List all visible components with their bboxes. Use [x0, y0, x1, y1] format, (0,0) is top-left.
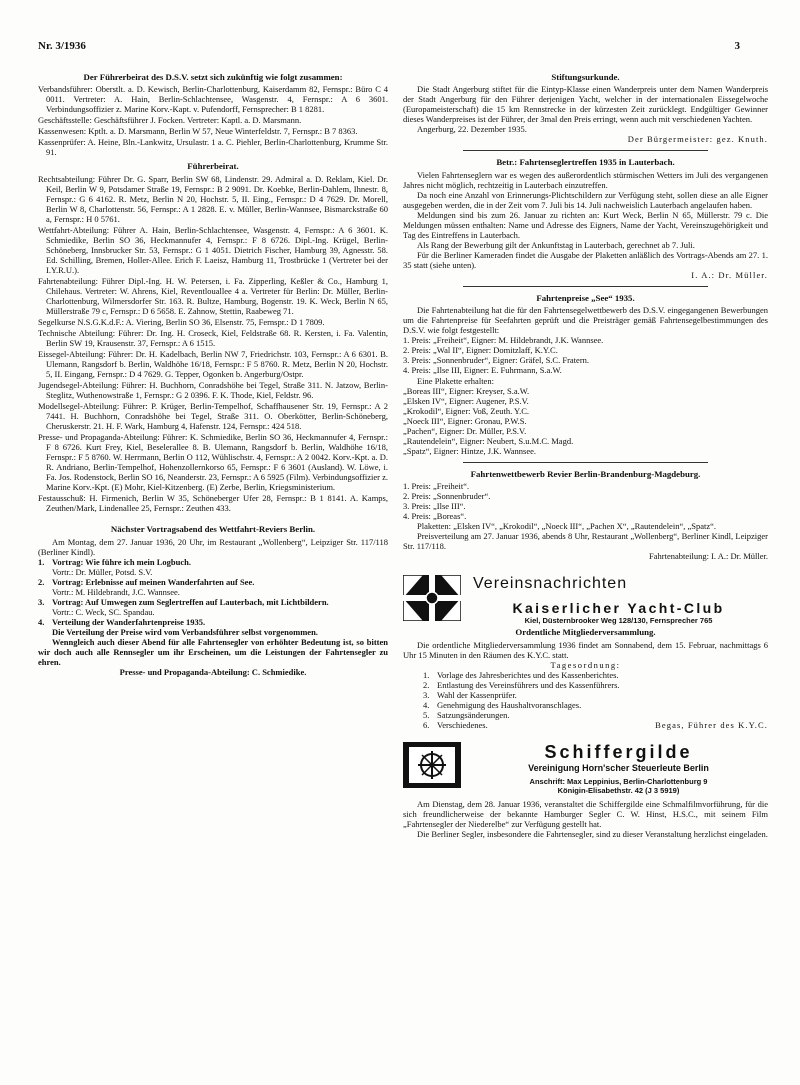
plakette-row: „Spatz“, Eigner: Hintze, J.K. Wannsee.	[403, 445, 536, 456]
prize-row: 2. Preis: „Sonnenbruder“.	[403, 491, 491, 502]
agenda-item: 2. Entlastung des Vereinsführers und des Kassenführers.	[423, 679, 620, 690]
schiffergilde-flag-icon	[403, 742, 461, 788]
divider	[463, 150, 708, 151]
vortrag-title: Nächster Vortragsabend des Wettfahrt-Reviers Berlin.	[110, 524, 316, 535]
page-number: 3	[734, 40, 740, 52]
kyc-text: Die ordentliche Mitgliederversammlung 1936 findet am Sonnabend, dem 15. Februar, nachmittags 6 Uhr 15 Minuten in den Räumen des K.Y.C. statt.	[403, 639, 768, 660]
entry-modellsegel: Modellsegel-Abteilung: Führer: P. Krüger, Berlin-Tempelhof, Schaffhausener Str. 19, Fernspr.: A 2 7441. H. Buchhorn, Conradshöhe bei Tegel, Straße 311. O. Oberkötter, Berlin-Schöneberg, Cheruskerstr. 21. H. F. Wark, Hamburg 4, Hafenstr. 124, Fernspr.: 424 518.	[38, 401, 388, 432]
vortrag-list	[38, 557, 388, 627]
agenda-item: 5. Satzungsänderungen.	[423, 709, 510, 720]
vortrag-speaker: Vortr.: Dr. Müller, Potsd. S.V.	[52, 566, 153, 577]
agenda-item: 6. Verschiedenes.	[423, 719, 488, 730]
vortrag-note: Die Verteilung der Preise wird vom Verbandsführer selbst vorgenommen.	[52, 626, 318, 637]
fuehrerbeirat-intro-title: Der Führerbeirat des D.S.V. setzt sich zukünftig wie folgt zusammen:	[83, 72, 343, 82]
divider	[463, 462, 708, 463]
schiffergilde-header	[403, 742, 768, 796]
kyc-flag-icon	[403, 575, 461, 621]
fahrtenpreise-list	[403, 335, 768, 375]
plakette-row: „Noeck III“, Eigner: Gronau, P.W.S.	[403, 415, 527, 426]
prize-row: 1. Preis: „Freiheit“, Eigner: M. Hildebrandt, J.K. Wannsee.	[403, 335, 604, 346]
treffen-para: Meldungen sind bis zum 26. Januar zu richten an: Kurt Weck, Berlin N 65, Müllerstr. 79 c. Die Meldungen müssen enthalten: Name und Adresse des Eigners, Name der Yacht, Vereinszugehörigkeit und Tag des Eintreffens in Lauterbach.	[403, 209, 768, 240]
entry-festausschuss: Festausschuß: H. Firmenich, Berlin W 35, Schöneberger Ufer 28, Fernspr.: B 1 8141. A. Kamps, Zeuthen/Mark, Lindenallee 25, Fernspr.: Zeuthen 433.	[38, 493, 388, 514]
prize-row: 2. Preis: „Wal II“, Eigner: Domitzlaff, K.Y.C.	[403, 345, 558, 356]
entry-geschaeftsstelle: Geschäftsstelle: Geschäftsführer J. Focken. Vertreter: Kaptl. a. D. Marsmann.	[38, 115, 302, 126]
treffen-title: Betr.: Fahrtenseglertreffen 1935 in Lauterbach.	[496, 157, 675, 168]
vortrag-item: 4. Verteilung der Wanderfahrtenpreise 1935.	[38, 616, 206, 627]
kyc-header	[403, 575, 768, 625]
vereinsnachrichten-title: Vereinsnachrichten	[473, 575, 628, 593]
schiffergilde-name: Schiffergilde	[544, 741, 693, 762]
stiftung-text: Die Stadt Angerburg stiftet für die Eintyp-Klasse einen Wanderpreis unter dem Namen Wanderpreis der Stadt Angerburg für den Führer derjenigen Yacht, welcher in der internationalen Eissegelwoche (Europameisterschaft) die 15 km Rennstrecke in der kürzesten Zeit zurücklegt. Endgültiger Gewinner dieses Wanderpreises ist der Führer, der 3mal den Preis erringt, wenn auch mit verschiedenen Yachten.	[403, 84, 768, 125]
treffen-para: Als Rang der Bewerbung gilt der Ankunftstag in Lauterbach, gerechnet ab 7. Juli.	[417, 239, 695, 250]
stiftung-signature: Der Bürgermeister: gez. Knuth.	[627, 134, 768, 145]
vortrag-intro: Am Montag, dem 27. Januar 1936, 20 Uhr, im Restaurant „Wollenberg“, Leipziger Str. 117/118 (Berliner Kindl).	[38, 536, 388, 557]
fahrtenpreise-text: Die Fahrtenabteilung hat die für den Fahrtensegelwettbewerb des D.S.V. eingegangenen Bewerbungen um die Fahrtenpreise für Seefahrten geprüft und die Preisträger gemäß Fahrtensegelbestimmungen des D.S.V. wie folgt festgestellt:	[403, 305, 768, 336]
kyc-signature: Begas, Führer des K.Y.C.	[655, 719, 768, 730]
divider	[463, 286, 708, 287]
wettbewerb-verteilung: Preisverteilung am 27. Januar 1936, abends 8 Uhr, Restaurant „Wollenberg“, Berliner Kindl, Leipziger Str. 117/118.	[403, 531, 768, 552]
wettbewerb-list	[403, 481, 768, 521]
page-header	[38, 40, 740, 54]
vortrag-item: 2. Vortrag: Erlebnisse auf meinen Wanderfahrten auf See.	[38, 576, 255, 587]
stiftung-title: Stiftungsurkunde.	[551, 72, 620, 82]
prize-row: 3. Preis: „Sonnenbruder“, Eigner: Gräfel, S.C. Fratern.	[403, 355, 590, 366]
entry-rechtsabteilung: Rechtsabteilung: Führer Dr. G. Sparr, Berlin SW 68, Lindenstr. 29. Admiral a. D. Reklam, Kiel. Dr. Keil, Berlin W 9, Potsdamer Straße 19, Fernspr.: B 2 9091. Dr. Koebke, Berlin-Dahlem, Ihnestr. 8, Fernspr.: G 6 4162. R. Metz, Berlin N 20, Hochstr. 5, II. Eing., Fernspr.: D 4 7629. Dr. Morell, Berlin W 8, Charlottenstr. 56, Fernspr.: A 1 2828. E. v. Müller, Berlin-Wannsee, Bismarckstraße 60 a, Fernspr.: H 0 5761.	[38, 173, 388, 224]
wettbewerb-plaketten: Plaketten: „Elsken IV“, „Krokodil“, „Noeck III“, „Pachen X“, „Rautendelein“, „Spatz“.	[417, 521, 717, 532]
left-column	[38, 70, 388, 677]
plakette-row: „Boreas III“, Eigner: Kreyser, S.a.W.	[403, 385, 530, 396]
kyc-address: Kiel, Düsternbrooker Weg 128/130, Fernsprecher 765	[524, 615, 713, 625]
agenda-item: 4. Genehmigung des Haushaltvoranschlages.	[423, 699, 582, 710]
prize-row: 4. Preis: „Boreas“.	[403, 511, 467, 522]
plakette-row: „Krokodil“, Eigner: Voß, Zeuth. Y.C.	[403, 405, 529, 416]
agenda-item: 1. Vorlage des Jahresberichtes und des Kassenberichtes.	[423, 669, 619, 680]
entry-verbandsfuehrer: Verbandsführer: Oberstlt. a. D. Kewisch, Berlin-Charlottenburg, Kaiserdamm 82, Fernspr.: Büro C 4 0011. Vertreter: A. Hain, Berlin-Schlachtensee, Wasgenstr. 4, Fernspr.: A 6 3601. Verbindungsoffizier z. Marine Korv.-Kapt. v. Pufendorff, Fernsprecher: B 1 8281.	[38, 84, 388, 115]
plaketten-intro: Eine Plakette erhalten:	[417, 375, 494, 386]
stiftung-date: Angerburg, 22. Dezember 1935.	[417, 124, 527, 135]
vortrag-text: Wenngleich auch dieser Abend für alle Fahrtensegler von erhöhter Bedeutung ist, so bitten wir doch auch alle Rennsegler um ihr Erscheinen, um die Leistungen der Fahrtensegler zu ehren.	[38, 636, 388, 667]
wettbewerb-signature: Fahrtenabteilung: I. A.: Dr. Müller.	[649, 551, 768, 562]
entry-kassenpruefer: Kassenprüfer: A. Heine, Bln.-Lankwitz, Ursulastr. 1 a. C. Piehler, Berlin-Charlottenburg, Krumme Str. 91.	[38, 137, 388, 158]
kyc-agenda-title: Tagesordnung:	[550, 659, 621, 670]
entry-eissegel: Eissegel-Abteilung: Führer: Dr. H. Kadelbach, Berlin NW 7, Friedrichstr. 103, Fernspr.: A 6 6301. B. Ulemann, Rangsdorf b. Berlin, Waldhöhe 16/18, Fernspr.: F 5 8760. R. Metz, Berlin N 20, Hochstr. 5, II. Eingang, Fernspr.: D 4 7629. G. Tepper, Ogonken b. Angerburg/Ostpr.	[38, 349, 388, 380]
entry-fahrtenabteilung: Fahrtenabteilung: Führer Dipl.-Ing. H. W. Petersen, i. Fa. Zipperling, Keßler & Co., Hamburg 1, Chilehaus. Vertreter: W. Ahrens, Kiel, Reventlouallee 4 a. Vertreter für Berlin: Dr. Müller, Berlin-Charlottenburg, Wilmersdorfer Str. 163. R. Bultze, Hamburg, Bogenstr. 19. K. Weck, Berlin N 65, Müllerstraße 79 c, Fernspr.: D 6 5658. E. Zahnow, Stettin, Raabeweg 71.	[38, 276, 388, 317]
treffen-para: Vielen Fahrtenseglern war es wegen des außerordentlich stürmischen Wetters im Juli des vergangenen Jahres nicht möglich, rechtzeitig in Lauterbach einzutreffen.	[403, 169, 768, 190]
issue-number: Nr. 3/1936	[38, 40, 86, 52]
prize-row: 4. Preis: „Ilse III, Eigner: E. Fuhrmann, S.a.W.	[403, 365, 562, 376]
kyc-name: Kaiserlicher Yacht-Club	[512, 600, 725, 616]
schiffergilde-para: Am Dienstag, dem 28. Januar 1936, veranstaltet die Schiffergilde eine Schmalfilmvorführung, für die sich freundlicherweise der bekannte Hamburger Segler C. W. Hinst, H.S.C., mit seinem Film „Fahrtensegler der Niederelbe“ zur Verfügung gestellt hat.	[403, 799, 768, 830]
intro-entries	[38, 84, 388, 157]
entry-presse: Presse- und Propaganda-Abteilung: Führer: K. Schmiedike, Berlin SO 36, Heckmannufer 4, Fernspr.: F 8 6726. Kurt Frey, Kiel, Beselerallee 8. B. Ulemann, Rangsdorf b. Berlin, Waldhöhe 16/18, Fernspr.: F 5 8760. W. Herrmann, Berlin O 112, Wühlischstr. 4, Fernspr.: A 2 0042. Korv.-Kpt. a. D. R. Andriano, Berlin-Tempelhof, Hohenzollernkorso 65, Fernspr.: F 6 3601 (Ausland). W. Löwe, i. Fa. Jos. Rodenstock, Berlin SO 16, Neanderstr. 23, Fernspr.: A 6 5925 (Film). Verbindungsoffizier z. Marine Korv.-Kpt. (E) Mohr, Kiel-Kitzenberg. (E) Zerbe, Berlin, Kriegsministerium.	[38, 432, 388, 493]
entry-jugendsegel: Jugendsegel-Abteilung: Führer: H. Buchhorn, Conradshöhe bei Tegel, Straße 311. N. Jatzow, Berlin-Steglitz, Wuthenowstraße 1, Fernspr.: G 2 0396. F. K. Thode, Kiel, Feldstr. 96.	[38, 380, 388, 401]
plakette-row: „Elsken IV“, Eigner: Augener, P.S.V.	[403, 395, 529, 406]
entry-segelkurse: Segelkurse N.S.G.K.d.F.: A. Viering, Berlin SO 36, Elsenstr. 75, Fernspr.: D 1 7809.	[38, 317, 325, 328]
plakette-row: „Pachen“, Eigner: Dr. Müller, P.S.V.	[403, 425, 527, 436]
schiffergilde-para: Die Berliner Segler, insbesondere die Fahrtensegler, sind zu dieser Veranstaltung herzlichst eingeladen.	[417, 829, 768, 840]
vortrag-speaker: Vortr.: C. Weck, SC. Spandau.	[52, 606, 155, 617]
prize-row: 1. Preis: „Freiheit“.	[403, 481, 470, 491]
vortrag-item: 1. Vortrag: Wie führe ich mein Logbuch.	[38, 556, 191, 567]
vortrag-item: 3. Vortrag: Auf Umwegen zum Seglertreffen auf Lauterbach, mit Lichtbildern.	[38, 596, 329, 607]
treffen-signature: I. A.: Dr. Müller.	[691, 270, 768, 280]
schiffergilde-subtitle: Vereinigung Horn'scher Steuerleute Berlin	[528, 763, 709, 774]
beirat-entries	[38, 174, 388, 514]
agenda-item: 3. Wahl der Kassenprüfer.	[423, 689, 517, 700]
fuehrerbeirat-title: Führerbeirat.	[187, 161, 239, 172]
kyc-event-title: Ordentliche Mitgliederversammlung.	[515, 627, 656, 638]
entry-kassenwesen: Kassenwesen: Kptlt. a. D. Marsmann, Berlin W 57, Neue Winterfeldstr. 7, Fernspr.: B 7 8363.	[38, 126, 358, 137]
entry-wettfahrt: Wettfahrt-Abteilung: Führer A. Hain, Berlin-Schlachtensee, Wasgenstr. 4, Fernspr.: A 6 3601. K. Schmiedike, Berlin SO 36, Heckmannufer 4, Fernspr.: F 8 6726. Dipl.-Ing. Krügel, Berlin-Schöneberg, Innsbrucker Str. 53, Fernspr.: G 1 4051. Dietrich Fischer, Hamburg 39, Agnesstr. 58. Ed. Schilling, Bremen, Holler-Allee. Erich F. Laeisz, Hamburg 11, Trostbrücke 1 (Vertreter bei der I.Y.R.U.).	[38, 224, 388, 275]
schiffergilde-address: Königin-Elisabethstr. 42 (J 3 5919)	[557, 785, 680, 795]
wettbewerb-title: Fahrtenwettbewerb Revier Berlin-Brandenburg-Magdeburg.	[470, 468, 701, 479]
treffen-para: Für die Berliner Kameraden findet die Ausgabe der Plaketten anläßlich des Vortrags-Abends am 27. 1. 35 statt (siehe unten).	[403, 249, 768, 270]
entry-technische: Technische Abteilung: Führer: Dr. Ing. H. Croseck, Kiel, Feldstraße 68. R. Kersten, i. Fa. Valentin, Berlin SW 19, Krausenstr. 37, Fernspr.: A 6 1515.	[38, 328, 388, 349]
vortrag-signature: Presse- und Propaganda-Abteilung: C. Schmiedike.	[119, 666, 307, 677]
right-column	[403, 70, 768, 839]
fahrtenpreise-title: Fahrtenpreise „See“ 1935.	[536, 293, 635, 304]
plakette-row: „Rautendelein“, Eigner: Neubert, S.u.M.C. Magd.	[403, 435, 574, 446]
plaketten-list	[403, 386, 768, 456]
vortrag-speaker: Vortr.: M. Hildebrandt, J.C. Wannsee.	[52, 586, 180, 597]
treffen-para: Da noch eine Anzahl von Erinnerungs-Plichtschildern zur Verfügung steht, sollen diese an alle Eigner ausgegeben werden, die in der Zeit vom 7. Juli bis 14. Juli nachweislich Lauterbach angelaufen haben.	[403, 189, 768, 210]
prize-row: 3. Preis: „Ilse III“.	[403, 501, 466, 512]
schiffergilde-address: Anschrift: Max Leppinius, Berlin-Charlottenburg 9	[529, 776, 708, 786]
